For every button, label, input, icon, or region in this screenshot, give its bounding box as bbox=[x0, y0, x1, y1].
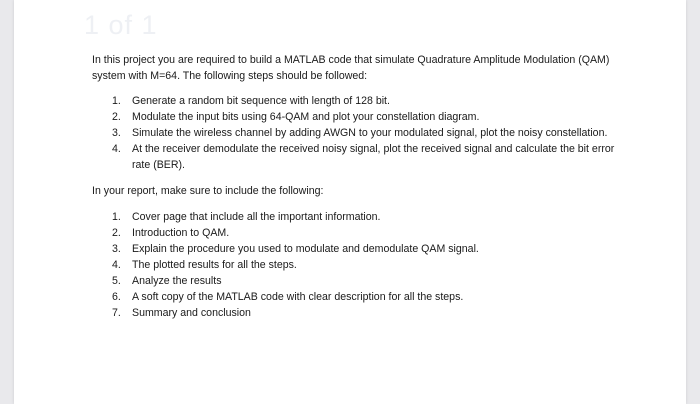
document-content bbox=[92, 52, 632, 321]
list-item-text: Explain the procedure you used to modulate and demodulate QAM signal. bbox=[132, 243, 479, 255]
list-item bbox=[92, 257, 632, 273]
list-item bbox=[92, 209, 632, 225]
report-intro-paragraph: In your report, make sure to include the following: bbox=[92, 185, 324, 197]
list-item bbox=[92, 305, 632, 321]
list-item-number: 1. bbox=[112, 211, 121, 223]
steps-list bbox=[92, 93, 632, 173]
list-item-number: 1. bbox=[112, 95, 121, 107]
list-item-number: 7. bbox=[112, 307, 121, 319]
list-item bbox=[92, 125, 632, 141]
list-item-number: 5. bbox=[112, 275, 121, 287]
list-item bbox=[92, 273, 632, 289]
intro-paragraph: In this project you are required to build a MATLAB code that simulate Quadrature Amplitude Modulation (QAM) system with M=64. The following steps should be followed: bbox=[92, 54, 610, 82]
list-item-text: The plotted results for all the steps. bbox=[132, 259, 297, 271]
list-item-number: 3. bbox=[112, 243, 121, 255]
list-item-text: Simulate the wireless channel by adding AWGN to your modulated signal, plot the noisy constellation. bbox=[132, 127, 608, 139]
list-item bbox=[92, 289, 632, 305]
list-item-text: Summary and conclusion bbox=[132, 307, 251, 319]
list-item-text: Analyze the results bbox=[132, 275, 222, 287]
list-item bbox=[92, 93, 632, 109]
list-item-number: 6. bbox=[112, 291, 121, 303]
list-item-text: Generate a random bit sequence with length of 128 bit. bbox=[132, 95, 390, 107]
list-item bbox=[92, 141, 632, 173]
list-item-number: 4. bbox=[112, 143, 121, 155]
list-item-text: Modulate the input bits using 64-QAM and plot your constellation diagram. bbox=[132, 111, 480, 123]
list-item-number: 2. bbox=[112, 227, 121, 239]
list-item-number: 2. bbox=[112, 111, 121, 123]
list-item bbox=[92, 225, 632, 241]
list-item bbox=[92, 109, 632, 125]
list-item-number: 4. bbox=[112, 259, 121, 271]
list-item-text: Introduction to QAM. bbox=[132, 227, 230, 239]
report-list bbox=[92, 209, 632, 321]
list-item bbox=[92, 241, 632, 257]
list-item-text: A soft copy of the MATLAB code with clear description for all the steps. bbox=[132, 291, 464, 303]
list-item-text: At the receiver demodulate the received noisy signal, plot the received signal and calculate the bit error rate (BER). bbox=[132, 143, 615, 171]
document-page bbox=[14, 0, 686, 404]
list-item-number: 3. bbox=[112, 127, 121, 139]
list-item-text: Cover page that include all the important information. bbox=[132, 211, 381, 223]
page-indicator: 1 of 1 bbox=[84, 10, 158, 40]
